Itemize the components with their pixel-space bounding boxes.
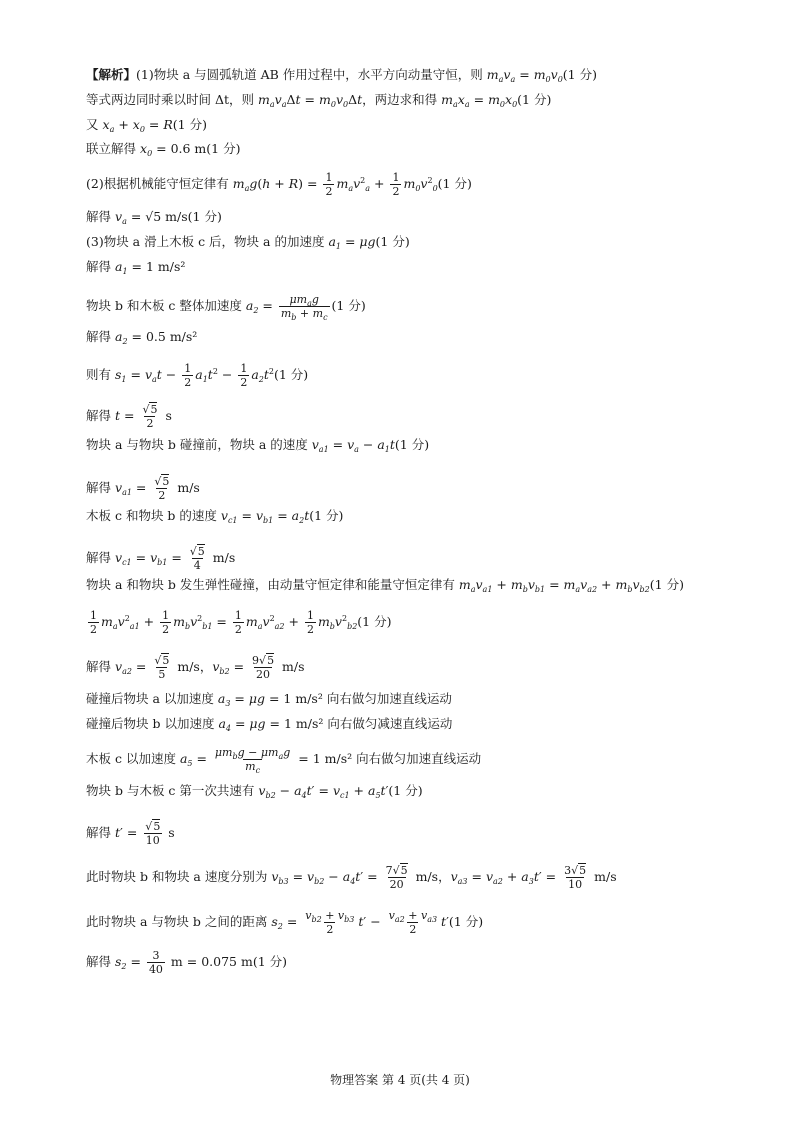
line-va1-equation: 物块 a 与物块 b 碰撞前，物块 a 的速度 $v_{a1} = v_a - a_1t(1$ 分) xyxy=(86,437,430,454)
line-part1-momentum: 【解析】(1)物块 a 与圆弧轨道 AB 作用过程中，水平方向动量守恒，则 $m_av_a = m_0v_0(1$ 分) xyxy=(86,67,597,84)
line-part2-energy: (2)根据机械能守恒定律有 $m_ag(h + R)$ = $\frac{1}{2}$ $m_av^2_a$ + $\frac{1}{2}$ $m_0v^2_0(1$ 分) xyxy=(86,171,472,198)
line-a4-motion: 碰撞后物块 b 以加速度 $a_4 = \mu g = 1$ m/s² 向右做匀减速直线运动 xyxy=(86,716,453,733)
line-elastic-collision: 物块 a 和物块 b 发生弹性碰撞，由动量守恒定律和能量守恒定律有 $m_av_{a1} + m_bv_{b1} = m_av_{a2} + m_bv_{b2}(1$ 分) xyxy=(86,577,684,594)
analysis-tag: 【解析】 xyxy=(86,67,137,82)
line-a3-motion: 碰撞后物块 a 以加速度 $a_3 = \mu g = 1$ m/s² 向右做匀加速直线运动 xyxy=(86,691,452,708)
line-accel-bc: 物块 b 和木板 c 整体加速度 $a_2$ = $\frac{\mu m_ag}{m_b + m_c}$ (1 分) xyxy=(86,293,366,322)
line-solve-va: 解得 $v_a = √5$ m/s(1 分) xyxy=(86,209,222,226)
line-solve-a1: 解得 $a_1 = 1$ m/s² xyxy=(86,259,186,276)
line-vb3-va3: 此时物块 b 和物块 a 速度分别为 $v_{b3} = v_{b2} - a_4t'$ = $\frac{7√5}{20}$ m/s，$v_{a3} = v_{a2} + a_3t'$ = $\frac{3√5}{10}$ m/s xyxy=(86,864,617,891)
line-vc1-equation: 木板 c 和物块 b 的速度 $v_{c1} = v_{b1} = a_2t(1$ 分) xyxy=(86,508,344,525)
line-solve-x0: 联立解得 $x_0 = 0.6$ m(1 分) xyxy=(86,141,241,158)
line-part3-accel-a: (3)物块 a 滑上木板 c 后，物块 a 的加速度 $a_1 = \mu g(1$ 分) xyxy=(86,234,410,251)
line-solve-s2: 解得 $s_2$ = $\frac{3}{40}$ m = 0.075 m(1 分) xyxy=(86,949,288,976)
line-solve-va2-vb2: 解得 $v_{a2}$ = $\frac{√5}{5}$ m/s，$v_{b2}$ = $\frac{9√5}{20}$ m/s xyxy=(86,654,305,681)
line-multiply-time: 等式两边同时乘以时间 Δt，则 $m_av_a\Delta t = m_0v_0\Delta t$，两边求和得 $m_ax_a = m_0x_0(1$ 分) xyxy=(86,92,552,109)
line-solve-va1: 解得 $v_{a1}$ = $\frac{√5}{2}$ m/s xyxy=(86,475,200,502)
line-solve-t-prime: 解得 t′ = $\frac{√5}{10}$ s xyxy=(86,820,175,847)
line-s1-equation: 则有 $s_1 = v_at$ − $\frac{1}{2}$ $a_1t^2$ − $\frac{1}{2}$ $a_2t^2(1$ 分) xyxy=(86,362,309,389)
line-a5-motion: 木板 c 以加速度 $a_5$ = $\frac{\mu m_bg - \mu m_ag}{m_c}$ = 1 m/s² 向右做匀加速直线运动 xyxy=(86,746,482,775)
line-displacement-sum: 又 $x_a + x_0 = R(1$ 分) xyxy=(86,117,207,134)
page-footer: 物理答案 第 4 页(共 4 页) xyxy=(330,1073,470,1087)
line-solve-t: 解得 t = $\frac{√5}{2}$ s xyxy=(86,403,172,430)
line-solve-a2: 解得 $a_2 = 0.5$ m/s² xyxy=(86,329,198,346)
line-solve-vc1: 解得 $v_{c1} = v_{b1}$ = $\frac{√5}{4}$ m/s xyxy=(86,545,236,572)
line-distance-s2: 此时物块 a 与物块 b 之间的距离 $s_2$ = $\frac{v_{b2} + v_{b3}}{2}$ t′ − $\frac{v_{a2} + v_{a3}}{2}$ t′(1 分) xyxy=(86,909,484,936)
line-energy-collision: $\frac{1}{2}$ $m_av^2_{a1}$ + $\frac{1}{2}$ $m_bv^2_{b1}$ = $\frac{1}{2}$ $m_av^2_{a2}$ + $\frac{1}{2}$ $m_bv^2_{b2}(1$ 分) xyxy=(90,609,392,636)
line-common-speed: 物块 b 与木板 c 第一次共速有 $v_{b2} - a_4t' = v_{c1} + a_5t'(1$ 分) xyxy=(86,783,423,800)
